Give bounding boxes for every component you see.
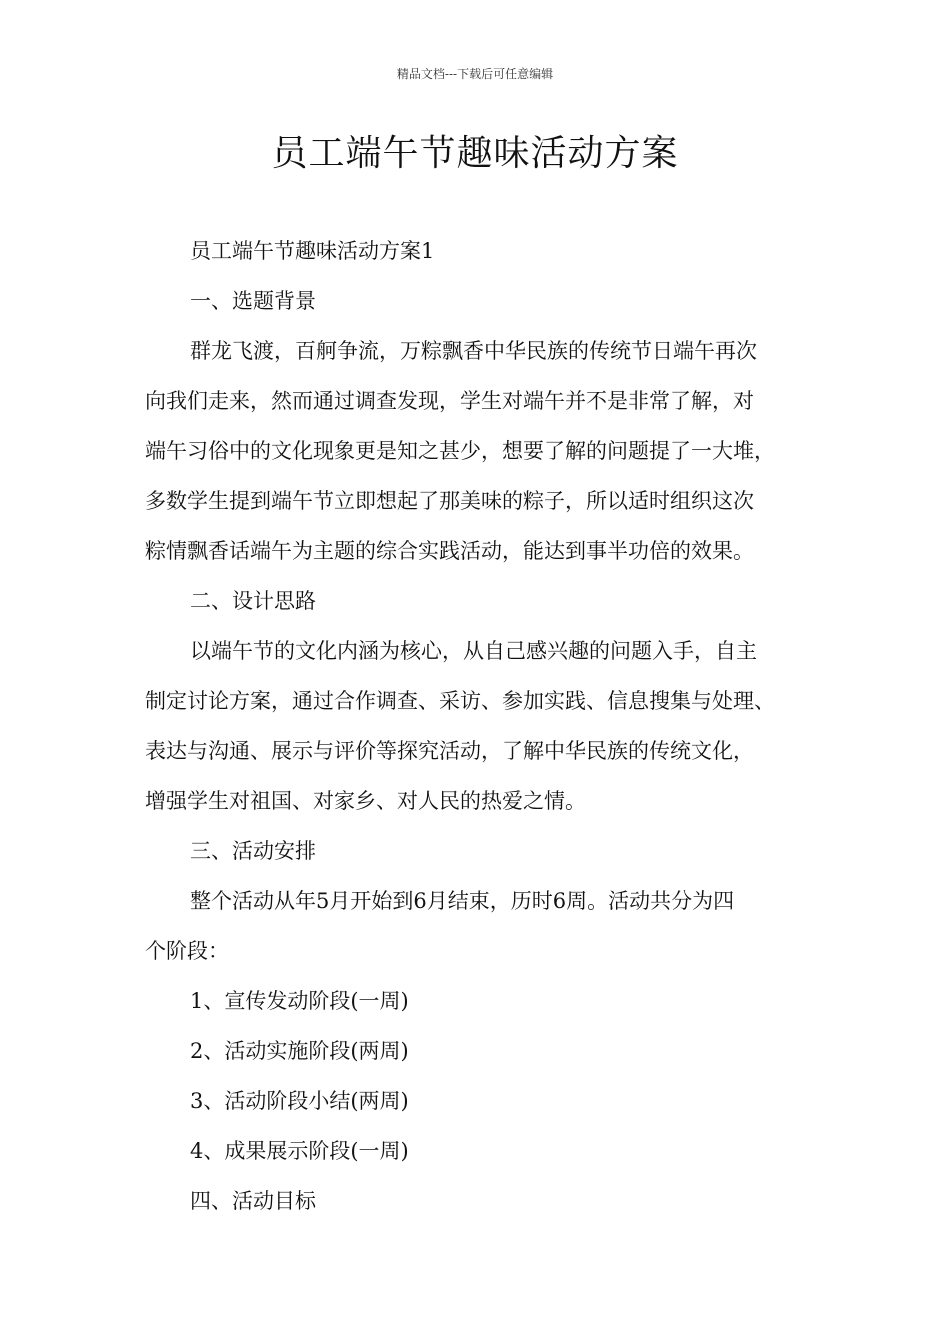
- text-line: 个阶段：: [145, 939, 229, 963]
- text-line: 端午习俗中的文化现象更是知之甚少，想要了解的问题提了一大堆，: [145, 439, 775, 463]
- text-line: 向我们走来，然而通过调查发现，学生对端午并不是非常了解，对: [145, 389, 754, 413]
- text-line: 制定讨论方案，通过合作调查、采访、参加实践、信息搜集与处理、: [145, 689, 775, 713]
- text-line: 多数学生提到端午节立即想起了那美味的粽子，所以适时组织这次: [145, 489, 754, 513]
- list-item: 1、宣传发动阶段(一周): [190, 989, 409, 1013]
- list-item: 2、活动实施阶段(两周): [190, 1039, 409, 1063]
- text-line: 增强学生对祖国、对家乡、对人民的热爱之情。: [145, 789, 586, 813]
- section-heading: 四、活动目标: [190, 1189, 316, 1213]
- text-line: 群龙飞渡，百舸争流，万粽飘香中华民族的传统节日端午再次: [190, 339, 757, 363]
- text-line: 员工端午节趣味活动方案1: [190, 239, 435, 263]
- document-body: [145, 226, 825, 1226]
- section-heading: 一、选题背景: [190, 289, 316, 313]
- document-title: 员工端午节趣味活动方案: [271, 133, 679, 174]
- header-note: 精品文档---下载后可任意编辑: [396, 67, 554, 81]
- section-heading: 三、活动安排: [190, 839, 316, 863]
- section-heading: 二、设计思路: [190, 589, 316, 613]
- list-item: 3、活动阶段小结(两周): [190, 1089, 409, 1113]
- list-item: 4、成果展示阶段(一周): [190, 1139, 409, 1163]
- text-line: 表达与沟通、展示与评价等探究活动，了解中华民族的传统文化，: [145, 739, 754, 763]
- text-line: 以端午节的文化内涵为核心，从自己感兴趣的问题入手，自主: [190, 639, 757, 663]
- text-line: 粽情飘香话端午为主题的综合实践活动，能达到事半功倍的效果。: [145, 539, 754, 563]
- text-line: 整个活动从年5月开始到6月结束，历时6周。活动共分为四: [190, 889, 735, 913]
